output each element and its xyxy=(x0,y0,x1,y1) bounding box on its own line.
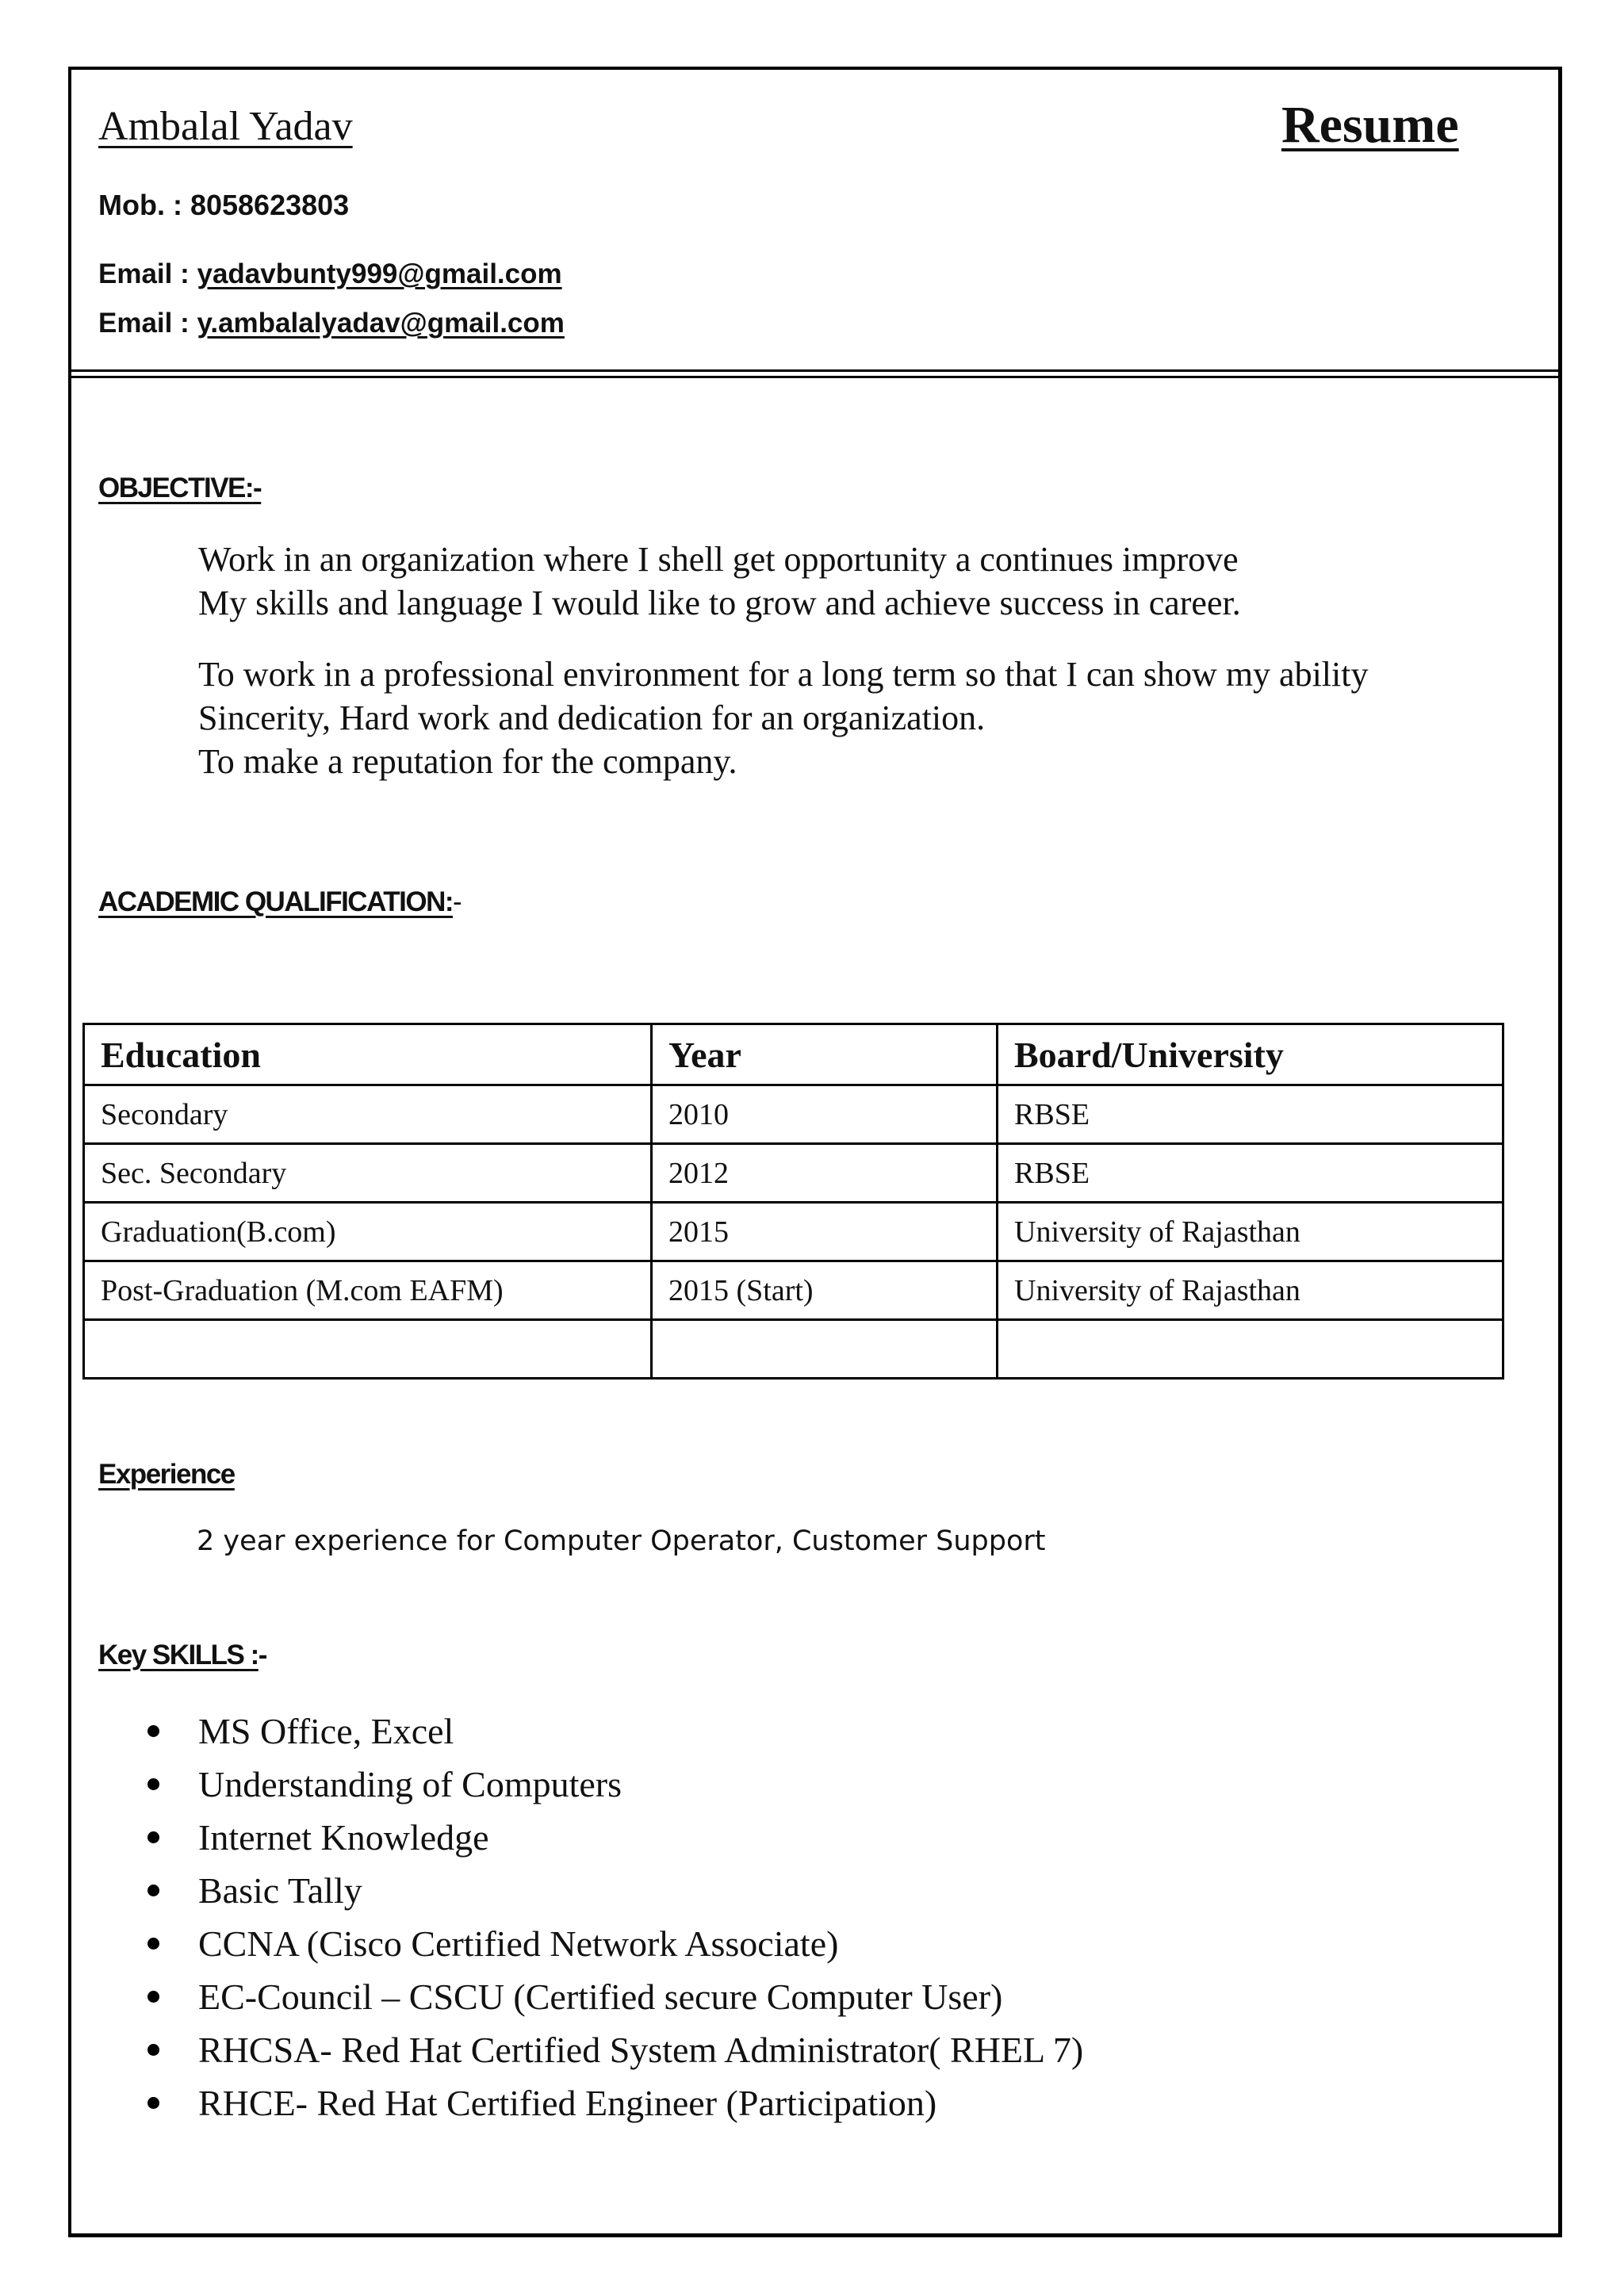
mobile-number: 8058623803 xyxy=(190,189,350,221)
objective-line: Work in an organization where I shell get opportunity a continues improve xyxy=(198,540,1239,579)
column-header: Board/University xyxy=(998,1024,1503,1085)
table-cell xyxy=(84,1320,652,1379)
objective-heading: OBJECTIVE:- xyxy=(98,473,262,503)
bullet-icon xyxy=(147,1725,159,1737)
email-line-2 xyxy=(98,308,565,339)
list-item xyxy=(147,2023,1083,2076)
objective-line: To work in a professional environment for a long term so that I can show my ability xyxy=(198,655,1369,694)
email-label: Email : xyxy=(98,308,197,339)
table-cell: University of Rajasthan xyxy=(998,1261,1503,1320)
table-row xyxy=(84,1144,1503,1203)
skill-text: EC-Council – CSCU (Certified secure Computer User) xyxy=(198,1976,1003,2017)
table-cell: University of Rajasthan xyxy=(998,1203,1503,1261)
email-label: Email : xyxy=(98,258,197,289)
list-item xyxy=(147,1970,1083,2023)
table-cell: Sec. Secondary xyxy=(84,1144,652,1203)
table-row xyxy=(84,1261,1503,1320)
candidate-name: Ambalal Yadav xyxy=(98,104,353,149)
skill-text: Understanding of Computers xyxy=(198,1764,622,1804)
skill-text: Internet Knowledge xyxy=(198,1817,489,1858)
experience-heading: Experience xyxy=(98,1459,235,1490)
column-header: Education xyxy=(84,1024,652,1085)
bullet-icon xyxy=(147,2044,159,2056)
list-item xyxy=(147,1917,1083,1970)
skills-heading-text: Key SKILLS : xyxy=(98,1640,259,1670)
email-link-2[interactable]: y.ambalalyadav@gmail.com xyxy=(197,308,565,339)
table-cell: 2012 xyxy=(652,1144,998,1203)
list-item xyxy=(147,1705,1083,1758)
email-link-1[interactable]: yadavbunty999@gmail.com xyxy=(197,258,562,289)
skill-text: RHCSA- Red Hat Certified System Administrator( RHEL 7) xyxy=(198,2030,1084,2070)
table-cell: 2015 xyxy=(652,1203,998,1261)
table-row xyxy=(84,1320,1503,1379)
skills-list xyxy=(147,1705,1083,2130)
table-cell xyxy=(652,1320,998,1379)
table-cell: RBSE xyxy=(998,1144,1503,1203)
column-header: Year xyxy=(652,1024,998,1085)
header-divider-top xyxy=(71,369,1558,372)
objective-line: Sincerity, Hard work and dedication for an organization. xyxy=(198,698,986,737)
academic-heading-text: ACADEMIC QUALIFICATION: xyxy=(98,886,454,917)
table-row xyxy=(84,1203,1503,1261)
bullet-icon xyxy=(147,2097,159,2109)
table-cell: Graduation(B.com) xyxy=(84,1203,652,1261)
skills-heading xyxy=(98,1640,267,1671)
skill-text: Basic Tally xyxy=(198,1870,362,1911)
academic-heading-tail: - xyxy=(453,886,462,917)
bullet-icon xyxy=(147,1885,159,1896)
table-row xyxy=(84,1085,1503,1144)
table-cell: 2010 xyxy=(652,1085,998,1144)
bullet-icon xyxy=(147,1938,159,1950)
bullet-icon xyxy=(147,1778,159,1790)
skill-text: MS Office, Excel xyxy=(198,1711,454,1751)
table-cell xyxy=(998,1320,1503,1379)
table-cell: 2015 (Start) xyxy=(652,1261,998,1320)
table-header-row xyxy=(84,1024,1503,1085)
document-title: Resume xyxy=(1281,96,1459,154)
table-cell: RBSE xyxy=(998,1085,1503,1144)
skill-text: RHCE- Red Hat Certified Engineer (Participation) xyxy=(198,2083,937,2123)
list-item xyxy=(147,1864,1083,1917)
header-divider-bottom xyxy=(71,376,1558,378)
skill-text: CCNA (Cisco Certified Network Associate) xyxy=(198,1923,839,1964)
bullet-icon xyxy=(147,1991,159,2003)
table-cell: Post-Graduation (M.com EAFM) xyxy=(84,1261,652,1320)
education-table xyxy=(82,1023,1504,1380)
academic-heading xyxy=(98,886,462,918)
table-cell: Secondary xyxy=(84,1085,652,1144)
list-item xyxy=(147,2076,1083,2130)
mobile-line xyxy=(98,189,349,222)
mobile-label: Mob. : xyxy=(98,189,190,221)
list-item xyxy=(147,1811,1083,1864)
list-item xyxy=(147,1758,1083,1811)
skills-heading-tail: - xyxy=(258,1640,268,1670)
email-line-1 xyxy=(98,258,562,290)
experience-text: 2 year experience for Computer Operator, Customer Support xyxy=(197,1525,1046,1557)
objective-line: To make a reputation for the company. xyxy=(198,742,737,781)
bullet-icon xyxy=(147,1831,159,1843)
objective-line: My skills and language I would like to grow and achieve success in career. xyxy=(198,584,1241,622)
